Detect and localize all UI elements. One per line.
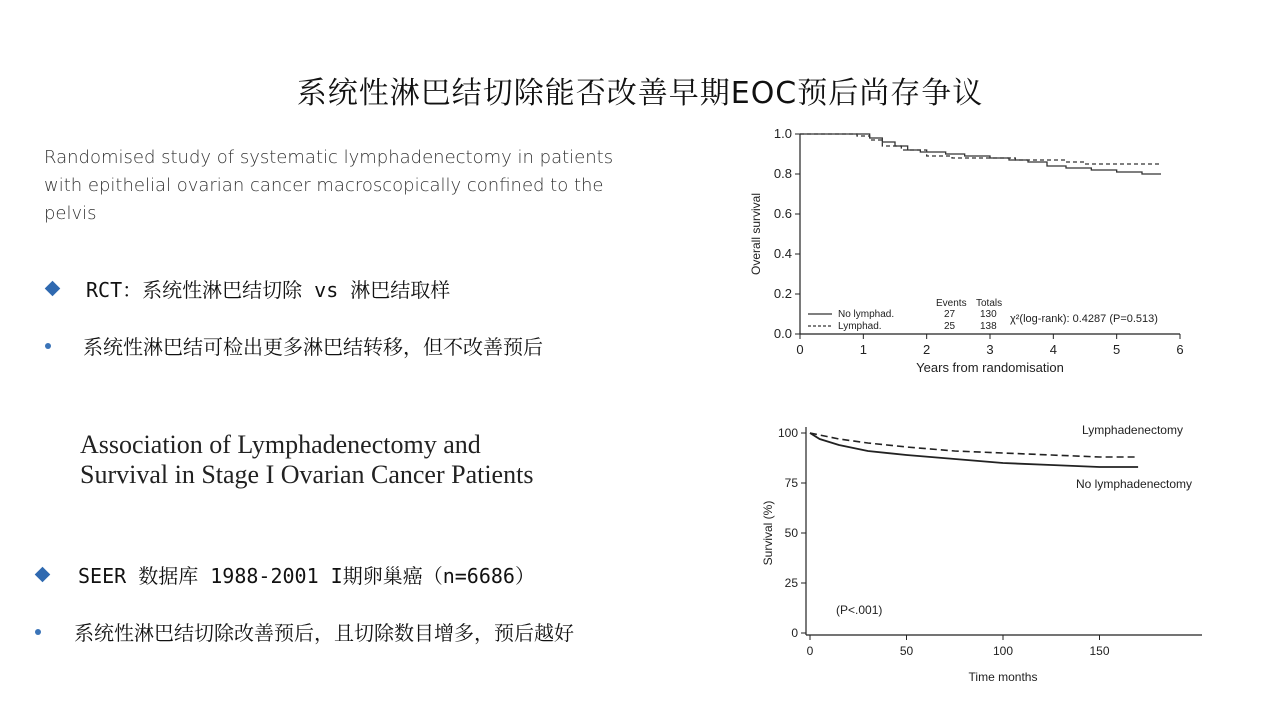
series-label-no-lymphadenectomy: No lymphadenectomy — [1076, 477, 1193, 491]
x-tick-label: 50 — [899, 644, 914, 658]
legend-totals: 130 — [980, 309, 997, 320]
slide-title: 系统性淋巴结切除能否改善早期EOC预后尚存争议 — [296, 76, 984, 111]
legend-label: No lymphad. — [838, 309, 895, 320]
chart-seer-survival — [750, 418, 1220, 694]
study1-title: Randomised study of systematic lymphadenectomy in patients with epithelial ovarian cancer macroscopically confined to the pelvis — [44, 147, 614, 224]
dot-bullet-icon — [35, 629, 41, 635]
y-tick-label: 1.0 — [773, 126, 792, 141]
legend-events: 27 — [944, 309, 956, 320]
legend-label: Lymphad. — [838, 321, 882, 332]
study1-bullet-result — [45, 331, 543, 360]
study2-title — [80, 430, 640, 490]
dot-bullet-icon — [45, 343, 51, 349]
x-tick-label: 4 — [1049, 342, 1057, 357]
series-label-lymphadenectomy: Lymphadenectomy — [1082, 423, 1183, 437]
y-tick-label: 50 — [784, 526, 798, 540]
y-tick-label: 0.2 — [773, 286, 792, 301]
x-axis-label: Years from randomisation — [916, 360, 1064, 375]
x-tick-label: 0 — [796, 342, 804, 357]
y-tick-label: 100 — [777, 426, 798, 440]
legend-events: 25 — [944, 321, 956, 332]
x-tick-label: 3 — [986, 342, 994, 357]
study2-bullet-result — [35, 617, 574, 646]
study1-bullet-result-text: 系统性淋巴结可检出更多淋巴结转移，但不改善预后 — [83, 335, 543, 359]
series-line-lymphad- — [800, 134, 1161, 164]
y-axis-label: Survival (%) — [761, 500, 775, 566]
series-line-no-lymphad- — [800, 134, 1161, 174]
y-axis-label: Overall survival — [749, 192, 763, 276]
chart-annotation: χ²(log-rank): 0.4287 (P=0.513) — [1010, 313, 1158, 325]
diamond-bullet-icon — [45, 281, 61, 297]
y-tick-label: 0.4 — [773, 246, 792, 261]
legend-header-events: Events — [936, 298, 967, 309]
chart-rct-overall-survival — [740, 122, 1200, 382]
y-tick-label: 75 — [784, 476, 798, 490]
x-tick-label: 2 — [923, 342, 931, 357]
series-line-no-lymphadenectomy — [810, 433, 1138, 467]
study2-bullet-result-text: 系统性淋巴结切除改善预后，且切除数目增多，预后越好 — [74, 621, 574, 645]
study2-bullet-design — [37, 560, 535, 589]
study1-bullet-design-text: RCT：系统性淋巴结切除 vs 淋巴结取样 — [86, 278, 451, 302]
y-tick-label: 0.8 — [773, 166, 792, 181]
legend-totals: 138 — [980, 321, 997, 332]
x-tick-label: 0 — [806, 644, 814, 658]
study2-title-line1: Association of Lymphadenectomy and — [80, 430, 481, 459]
x-tick-label: 6 — [1176, 342, 1184, 357]
x-tick-label: 1 — [859, 342, 867, 357]
diamond-bullet-icon — [35, 567, 51, 583]
x-axis-label: Time months — [968, 670, 1038, 684]
y-tick-label: 0.6 — [773, 206, 792, 221]
study1-bullet-design — [47, 274, 450, 303]
study2-bullet-design-text: SEER 数据库 1988-2001 I期卵巢癌（n=6686） — [78, 564, 535, 588]
study2-title-line2: Survival in Stage I Ovarian Cancer Patients — [80, 460, 534, 489]
y-tick-label: 0 — [791, 626, 798, 640]
legend-header-totals: Totals — [976, 298, 1003, 309]
x-tick-label: 100 — [992, 644, 1014, 658]
x-tick-label: 150 — [1089, 644, 1110, 658]
y-tick-label: 0.0 — [773, 326, 792, 341]
x-tick-label: 5 — [1113, 342, 1121, 357]
chart-annotation: (P<.001) — [836, 603, 883, 617]
y-tick-label: 25 — [784, 576, 798, 590]
